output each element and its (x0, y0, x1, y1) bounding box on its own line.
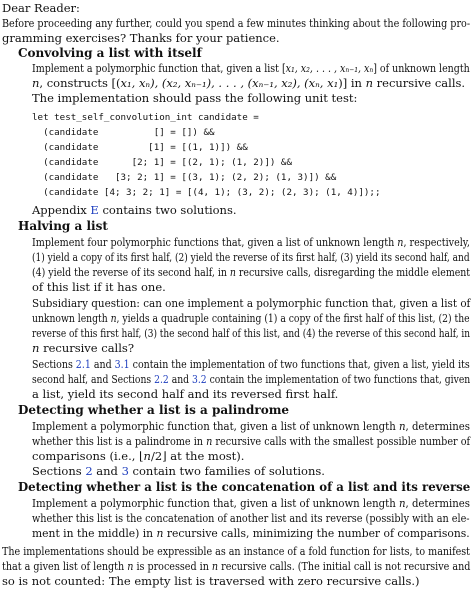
concat-line-3: ment in the middle) in n recursive calls, minimizing the number of comparisons. (32, 526, 470, 540)
palindrome-line-4: Sections 2 and 3 contain two families of solutions. (32, 464, 325, 478)
closing-line-1: The implementations should be expressible as an instance of a fold function for lists, to manifest (2, 544, 471, 558)
halving-p3-line-1: Sections 2.1 and 3.1 contain the implementation of two functions that, given a list, yield its (32, 357, 470, 371)
appendix-e-link[interactable]: E (90, 203, 99, 217)
conv-line-3: The implementation should pass the following unit test: (32, 91, 358, 105)
halving-p1-line-1: Implement four polymorphic functions that, given a list of unknown length n, respectively, (32, 235, 470, 249)
unit-test-code-line: (candidate [] = []) && (32, 127, 215, 138)
concat-line-1: Implement a polymorphic function that, given a list of unknown length n, determines (32, 496, 470, 510)
conv-line-1: Implement a polymorphic function that, given a list [x₁, x₂, . . . , xₙ₋₁, xₙ] of unknown length (32, 61, 470, 75)
halving-p1-line-3: (4) yield the reverse of its second half, in n recursive calls, disregarding the middle element (32, 265, 471, 279)
conv-line-2: n, constructs [(x₁, xₙ), (x₂, xₙ₋₁), . . . , (xₙ₋₁, x₂), (xₙ, x₁)] in n recursive calls. (32, 76, 466, 90)
unit-test-code-line: (candidate [3; 2; 1] = [(3, 1); (2, 2); (1, 3)]) && (32, 172, 337, 183)
section-heading-convolving: Convolving a list with itself (18, 46, 202, 60)
greeting: Dear Reader: (2, 1, 80, 15)
closing-line-3: so is not counted: The empty list is traversed with zero recursive calls.) (2, 574, 420, 588)
closing-line-2: that a given list of length n is processed in n recursive calls. (The initial call is not recursive and (2, 559, 471, 573)
section-heading-halving: Halving a list (18, 219, 108, 233)
section-3-2-link[interactable]: 3.2 (191, 372, 207, 386)
section-3-link[interactable]: 3 (121, 464, 129, 478)
unit-test-code-line: let test_self_convolution_int candidate = (32, 112, 259, 123)
intro-line-1: Before proceeding any further, could you spend a few minutes thinking about the following pro- (2, 16, 471, 30)
halving-p2-line-2: unknown length n, yields a quadruple containing (1) a copy of the first half of this list, (2) the (32, 311, 470, 325)
section-2-1-link[interactable]: 2.1 (75, 357, 91, 371)
unit-test-code-line: (candidate [1] = [(1, 1)]) && (32, 142, 248, 153)
halving-p1-line-4: of this list if it has one. (32, 280, 166, 294)
appendix-line: Appendix E contains two solutions. (32, 203, 237, 217)
halving-p2-line-3: reverse of this first half, (3) the second half of this list, and (4) the reverse of this second half, in (32, 326, 471, 340)
section-2-2-link[interactable]: 2.2 (154, 372, 169, 386)
concat-line-2: whether this list is the concatenation of another list and its reverse (possibly with an ele- (32, 511, 470, 525)
halving-p3-line-3: a list, yield its second half and its reversed first half. (32, 387, 339, 401)
halving-p3-line-2: second half, and Sections 2.2 and 3.2 contain the implementation of two functions that, given (32, 372, 471, 386)
section-2-link[interactable]: 2 (85, 464, 93, 478)
section-3-1-link[interactable]: 3.1 (114, 357, 130, 371)
section-heading-concatenation: Detecting whether a list is the concatenation of a list and its reverse (18, 480, 471, 494)
intro-line-2: gramming exercises? Thanks for your patience. (2, 31, 280, 45)
section-heading-palindrome: Detecting whether a list is a palindrome (18, 403, 290, 417)
halving-p2-line-4: n recursive calls? (32, 341, 134, 355)
halving-p1-line-2: (1) yield a copy of its first half, (2) yield the reverse of its first half, (3) yield its second half, and (32, 250, 470, 264)
unit-test-code-line: (candidate [2; 1] = [(2, 1); (1, 2)]) && (32, 157, 292, 168)
halving-p2-line-1: Subsidiary question: can one implement a polymorphic function that, given a list of (32, 296, 471, 310)
palindrome-line-2: whether this list is a palindrome in n recursive calls with the smallest possible number of (32, 434, 471, 448)
unit-test-code-line: (candidate [4; 3; 2; 1] = [(4, 1); (3, 2); (2, 3); (1, 4)]);; (32, 187, 381, 198)
palindrome-line-1: Implement a polymorphic function that, given a list of unknown length n, determines (32, 419, 470, 433)
palindrome-line-3: comparisons (i.e., ⌊n/2⌋ at the most). (32, 449, 245, 463)
